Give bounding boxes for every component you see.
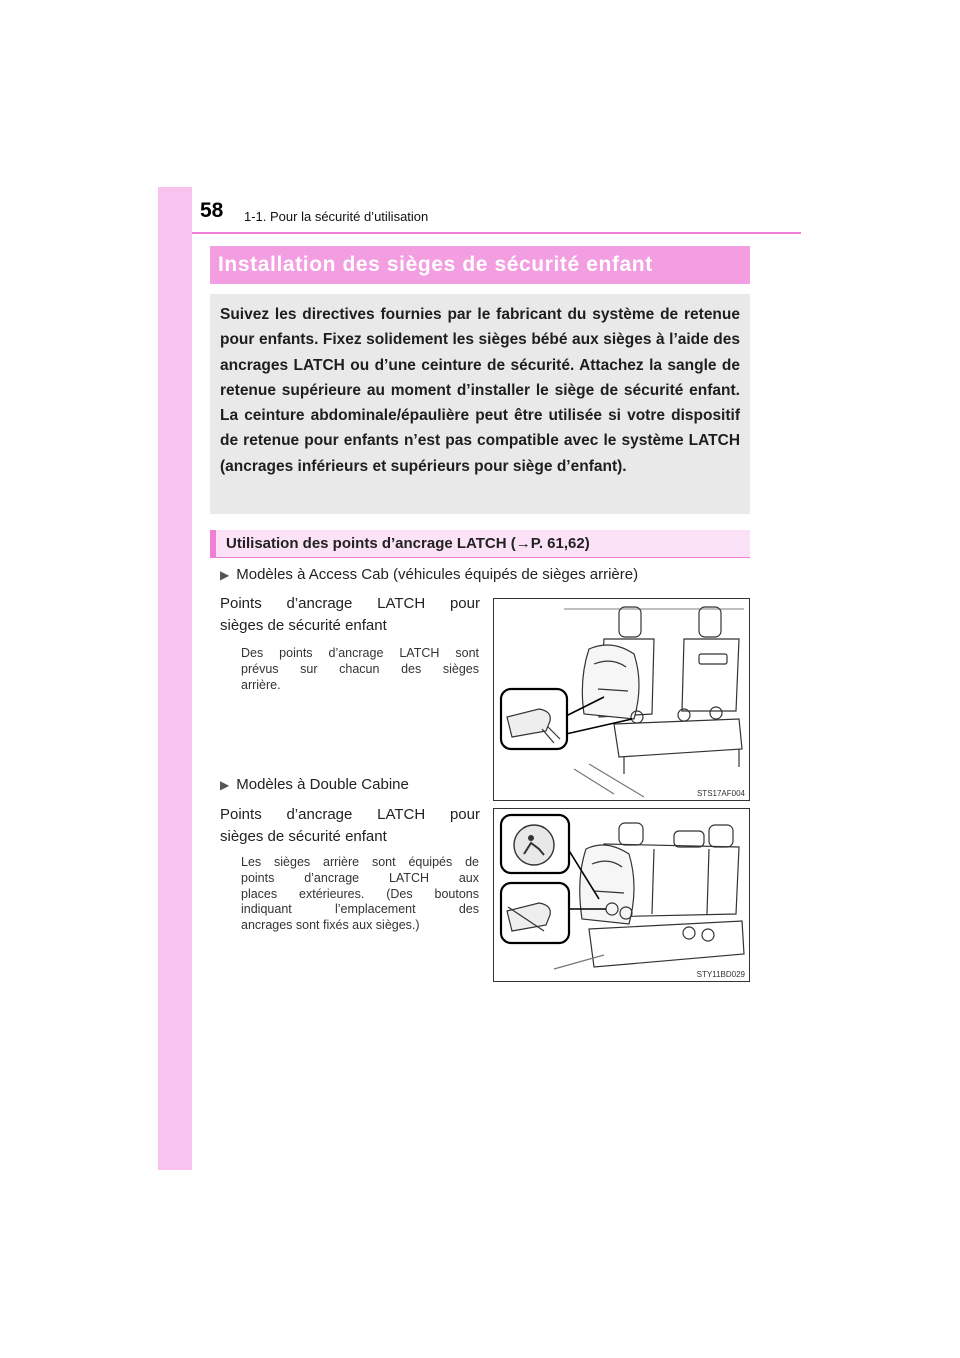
running-header: 1-1. Pour la sécurité d’utilisation: [244, 209, 429, 224]
item-title-line: sièges de sécurité enfant: [220, 617, 387, 634]
intro-line: La ceinture abdominale/épaulière peut être utilisée si votre: [220, 407, 665, 425]
item-title: [220, 804, 480, 848]
item-description-line: ancrages sont fixés aux sièges.): [241, 918, 420, 933]
item-description: [241, 855, 479, 934]
intro-line: sièges à l’aide des ancrages LATCH ou d’une ceinture de: [220, 331, 740, 374]
intro-line: d’enfant).: [556, 457, 627, 475]
item-description-line: Les sièges arrière sont équipés de: [241, 855, 479, 869]
item-description-line: indiquant l’emplacement des: [241, 902, 479, 917]
subsection-rule: [216, 557, 750, 558]
intro-line: sécurité. Attachez la sangle de retenue supérieure au moment: [220, 356, 740, 399]
page-number: 58: [200, 199, 224, 222]
figure-access-cab-latch: [493, 598, 750, 801]
item-description-line: points d’ancrage LATCH aux: [241, 870, 479, 885]
intro-line: retenue pour enfants. Fixez solidement les sièges bébé aux: [220, 306, 740, 349]
model-label-text: Modèles à Double Cabine: [236, 776, 409, 793]
illustration-access-cab-seats: [494, 599, 749, 800]
item-description-line: prévus sur chacun des sièges: [241, 661, 479, 676]
item-title-line: Points d’ancrage LATCH pour: [220, 806, 480, 823]
illustration-double-cab-seats: [494, 809, 749, 981]
triangle-bullet-icon: ▶: [220, 567, 230, 582]
item-description-line: arrière.: [241, 677, 281, 692]
intro-line: système LATCH (ancrages inférieurs et supérieurs pour siège: [220, 432, 741, 475]
figure-code: STS17AF004: [696, 789, 745, 798]
item-description-line: Des points d’ancrage LATCH sont: [241, 646, 479, 660]
model-label-double-cab: [220, 776, 409, 793]
chapter-side-tab: [158, 187, 192, 1170]
item-title-line: sièges de sécurité enfant: [220, 828, 387, 845]
intro-line: d’installer le siège de sécurité enfant.: [456, 381, 740, 399]
intro-line: dispositif de retenue pour enfants n’est pas compatible avec le: [220, 407, 740, 450]
item-title-line: Points d’ancrage LATCH pour: [220, 595, 480, 612]
item-description-line: places extérieures. (Des boutons: [241, 886, 479, 901]
intro-text: [220, 302, 740, 479]
figure-double-cab-latch: [493, 808, 750, 982]
intro-box: [210, 294, 750, 514]
model-label-access-cab: [220, 566, 638, 583]
subsection-heading: Utilisation des points d’ancrage LATCH (→P. 61,62): [210, 530, 750, 558]
item-title: [220, 593, 480, 637]
item-description: [241, 646, 479, 693]
header-rule: [192, 232, 801, 234]
figure-code: STY11BD029: [696, 970, 745, 979]
model-label-text: Modèles à Access Cab (véhicules équipés de sièges arrière): [236, 566, 639, 583]
section-title: Installation des sièges de sécurité enfant: [210, 246, 750, 284]
intro-line: Suivez les directives fournies par le fabricant du système de: [220, 306, 679, 323]
triangle-bullet-icon: ▶: [220, 777, 230, 792]
